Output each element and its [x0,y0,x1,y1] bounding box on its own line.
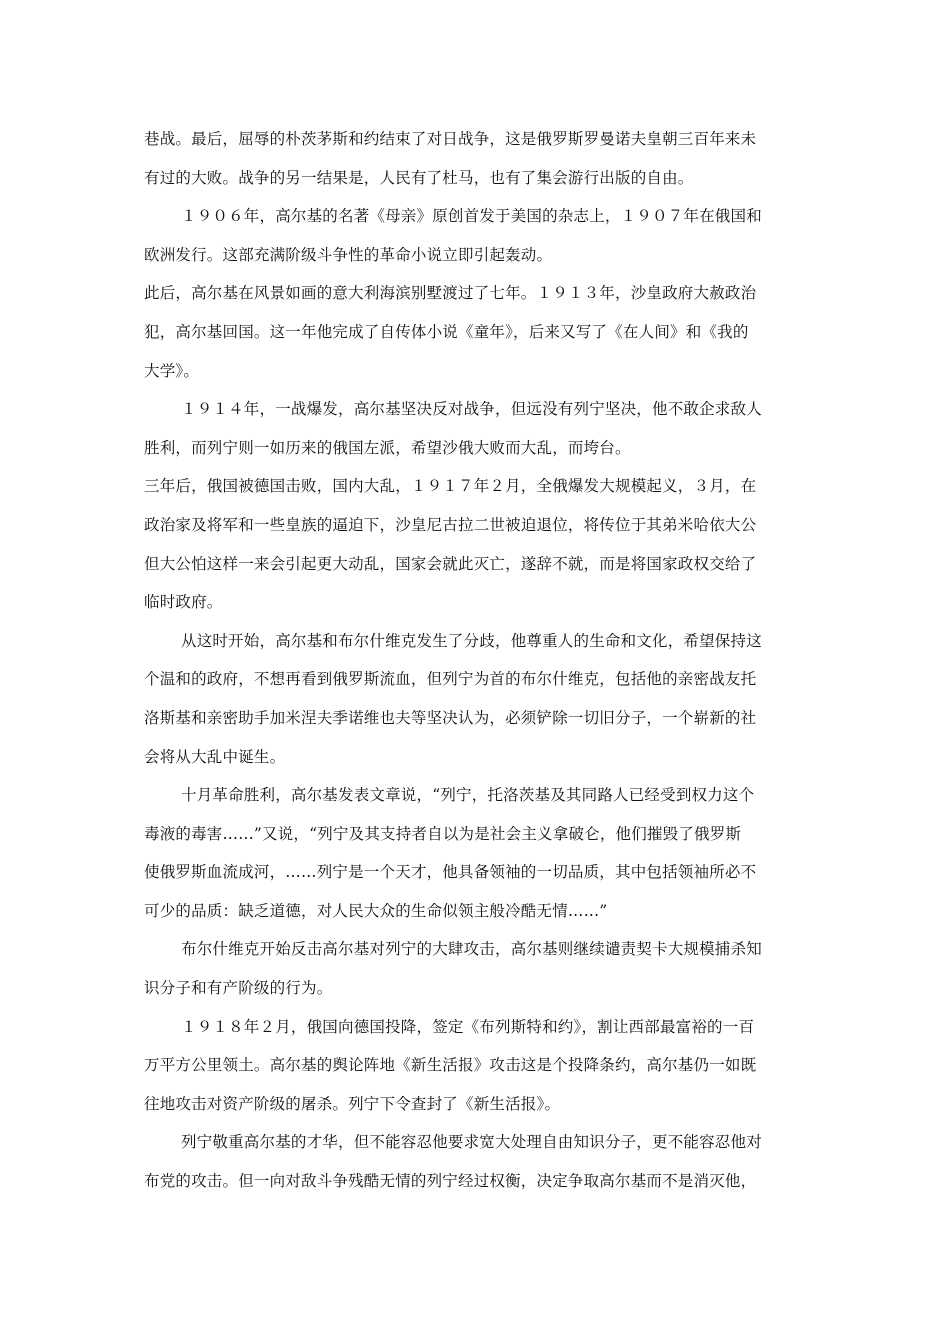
text-line: 可少的品质：缺乏道德，对人民大众的生命似领主般冷酷无情……” [144,901,608,920]
text-line: 此后，高尔基在风景如画的意大利海滨别墅渡过了七年。１９１３年，沙皇政府大赦政治 [144,284,757,303]
text-line: 犯，高尔基回国。这一年他完成了自传体小说《童年》，后来又写了《在人间》和《我的 [144,322,749,341]
text-line: 胜利，而列宁则一如历来的俄国左派，希望沙俄大败而大乱，而垮台。 [144,438,631,457]
text-line: 巷战。最后，屈辱的朴茨茅斯和约结束了对日战争，这是俄罗斯罗曼诺夫皇朝三百年来未 [144,130,757,148]
text-line: 布尔什维克开始反击高尔基对列宁的大肆攻击，高尔基则继续谴责契卡大规模捕杀知 [181,940,762,959]
text-line: 洛斯基和亲密助手加米涅夫季诺维也夫等坚决认为，必须铲除一切旧分子，一个崭新的社 [144,708,757,727]
text-line: 十月革命胜利，高尔基发表文章说，“列宁，托洛茨基及其同路人已经受到权力这个 [181,786,755,805]
document-body [144,120,812,1201]
text-line: 列宁敬重高尔基的才华，但不能容忍他要求宽大处理自由知识分子，更不能容忍他对 [181,1133,762,1152]
text-line: 政治家及将军和一些皇族的逼迫下，沙皇尼古拉二世被迫退位，将传位于其弟米哈依大公 [144,515,757,534]
text-line: １９０６年，高尔基的名著《母亲》原创首发于美国的杂志上，１９０７年在俄国和 [181,207,762,226]
text-line: １９１４年，一战爆发，高尔基坚决反对战争，但远没有列宁坚决，他不敢企求敌人 [181,400,762,419]
text-line: 毒液的毒害……”又说，“列宁及其支持者自以为是社会主义拿破仑，他们摧毁了俄罗斯 [144,824,742,843]
text-line: 但大公怕这样一来会引起更大动乱，国家会就此灭亡，遂辞不就，而是将国家政权交给了 [144,554,757,573]
text-line: 万平方公里领土。高尔基的舆论阵地《新生活报》攻击这是个投降条约，高尔基仍一如既 [144,1056,757,1075]
text-line: 识分子和有产阶级的行为。 [144,979,333,998]
text-line: 布党的攻击。但一向对敌斗争残酷无情的列宁经过权衡，决定争取高尔基而不是消灭他， [144,1172,757,1191]
text-line: 从这时开始，高尔基和布尔什维克发生了分歧，他尊重人的生命和文化，希望保持这 [181,631,762,650]
text-line: 个温和的政府，不想再看到俄罗斯流血，但列宁为首的布尔什维克，包括他的亲密战友托 [144,670,757,689]
text-line: 欧洲发行。这部充满阶级斗争性的革命小说立即引起轰动。 [144,245,553,264]
text-line: 临时政府。 [144,593,223,612]
text-line: 有过的大败。战争的另一结果是，人民有了杜马，也有了集会游行出版的自由。 [144,168,694,187]
text-line: 使俄罗斯血流成河，……列宁是一个天才，他具备领袖的一切品质，其中包括领袖所必不 [144,863,757,882]
text-line: 三年后，俄国被德国击败，国内大乱，１９１７年２月，全俄爆发大规模起义，３月，在 [144,477,757,496]
text-line: 大学》。 [144,361,200,380]
text-line: １９１８年２月，俄国向德国投降，签定《布列斯特和约》，割让西部最富裕的一百 [181,1017,755,1036]
text-line: 往地攻击对资产阶级的屠杀。列宁下令查封了《新生活报》。 [144,1094,561,1113]
text-line: 会将从大乱中诞生。 [144,747,286,766]
